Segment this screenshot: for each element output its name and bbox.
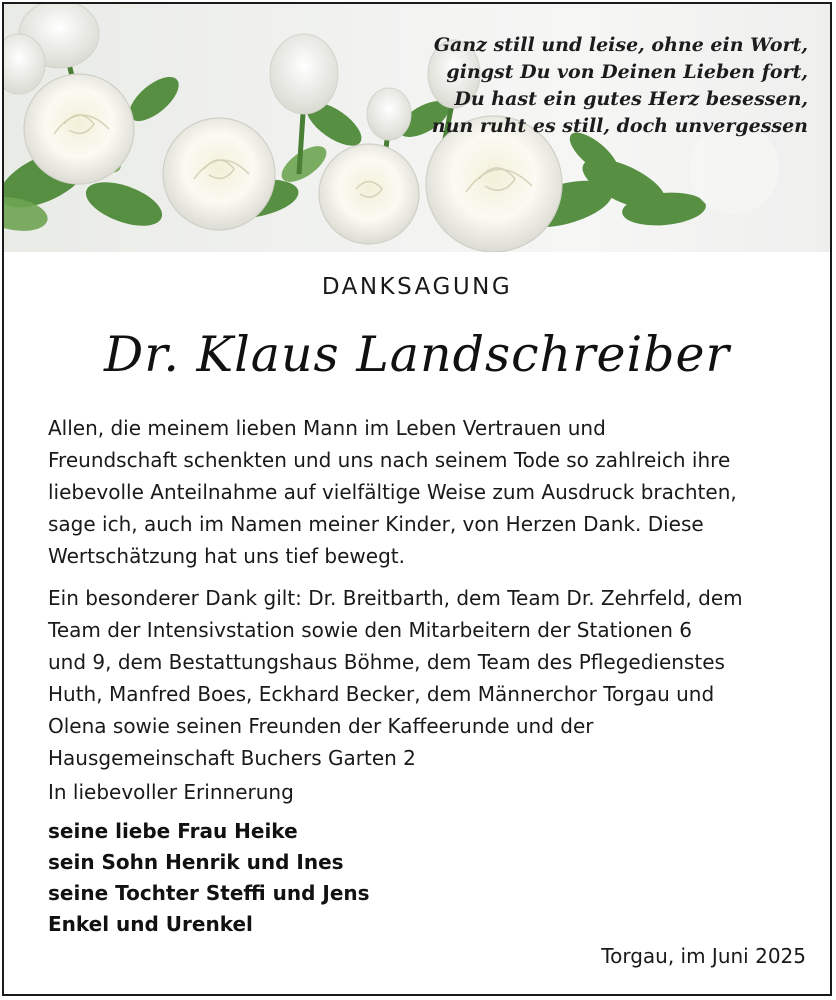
poem-line: Ganz still und leise, ohne ein Wort, [433, 34, 808, 56]
poem-line: Du hast ein gutes Herz besessen, [454, 88, 808, 110]
text-line: Olena sowie seinen Freunden der Kaffeerunde und der [48, 714, 594, 738]
place-date: Torgau, im Juni 2025 [601, 944, 806, 968]
family-signatures [48, 816, 370, 940]
obituary-card [2, 2, 832, 996]
family-member: sein Sohn Henrik und Ines [48, 850, 344, 874]
family-member: Enkel und Urenkel [48, 912, 253, 936]
text-line: liebevolle Anteilnahme auf vielfältige Weise zum Ausdruck brachten, [48, 480, 737, 504]
text-line: sage ich, auch im Namen meiner Kinder, von Herzen Dank. Diese [48, 512, 704, 536]
family-member: seine Tochter Steffi und Jens [48, 881, 370, 905]
heading: DANKSAGUNG [321, 274, 513, 300]
text-line: Huth, Manfred Boes, Eckhard Becker, dem Männerchor Torgau und [48, 682, 715, 706]
text-line: Hausgemeinschaft Buchers Garten 2 [48, 746, 416, 770]
remembrance-line [48, 776, 818, 808]
text-line: Freundschaft schenkten und uns nach seinem Tode so zahlreich ihre [48, 448, 731, 472]
white-roses-banner [4, 4, 830, 252]
text-line: Allen, die meinem lieben Mann im Leben Vertrauen und [48, 416, 606, 440]
text-line: In liebevoller Erinnerung [48, 780, 294, 804]
text-line: Team der Intensivstation sowie den Mitarbeitern der Stationen 6 [48, 618, 692, 642]
thanks-paragraph [48, 412, 818, 572]
text-line: und 9, dem Bestattungshaus Böhme, dem Team des Pflegedienstes [48, 650, 725, 674]
text-line: Ein besonderer Dank gilt: Dr. Breitbarth, dem Team Dr. Zehrfeld, dem [48, 586, 743, 610]
memorial-poem [432, 32, 808, 140]
family-member: seine liebe Frau Heike [48, 819, 298, 843]
deceased-name: Dr. Klaus Landschreiber [104, 326, 730, 383]
poem-line: nun ruht es still, doch unvergessen [431, 115, 808, 137]
text-line: Wertschätzung hat uns tief bewegt. [48, 544, 405, 568]
special-thanks-paragraph [48, 582, 818, 774]
poem-line: gingst Du von Deinen Lieben fort, [446, 61, 808, 83]
